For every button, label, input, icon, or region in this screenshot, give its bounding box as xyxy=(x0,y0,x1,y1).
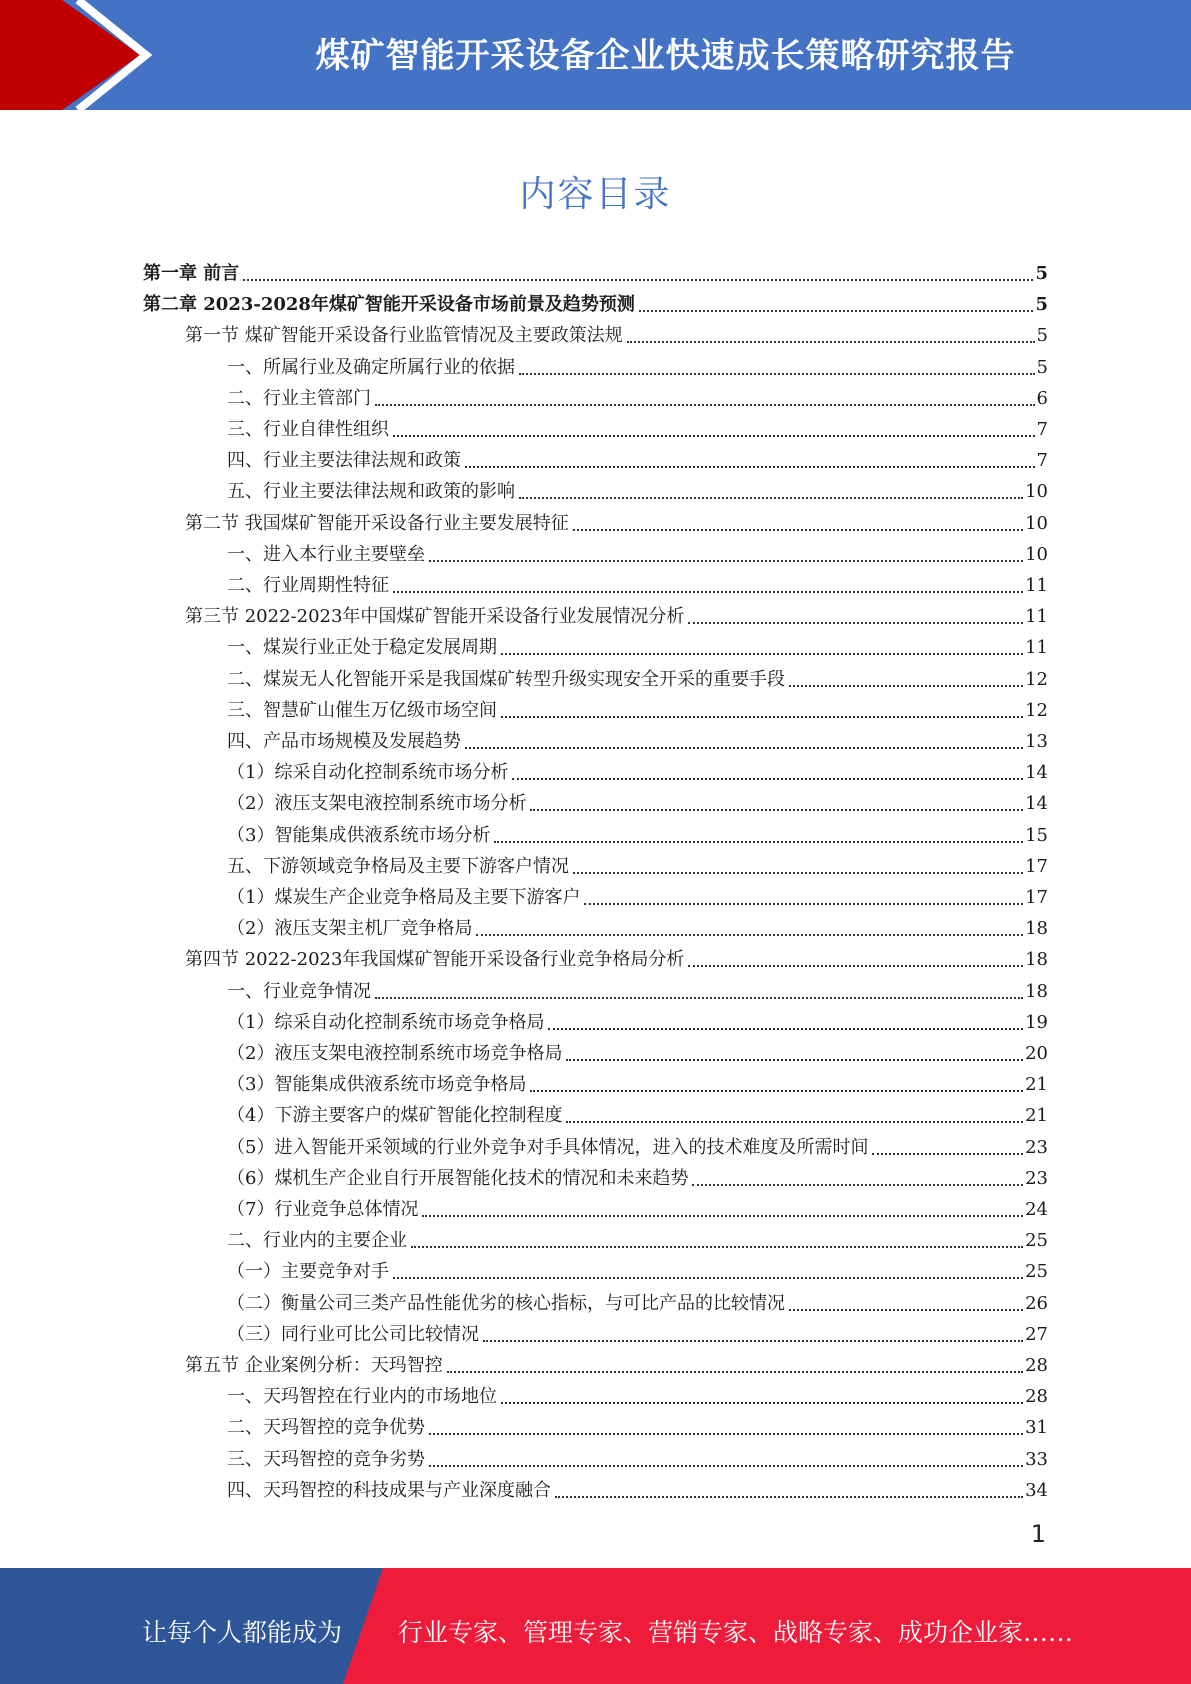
toc-dot-leader xyxy=(688,965,1023,967)
toc-entry[interactable] xyxy=(227,691,1048,722)
toc-entry-label: 一、进入本行业主要壁垒 xyxy=(227,543,425,565)
toc-dot-leader xyxy=(512,778,1023,780)
toc-dot-leader xyxy=(429,1465,1023,1467)
toc-entry-page: 31 xyxy=(1025,1417,1048,1439)
toc-entry[interactable] xyxy=(227,535,1048,566)
toc-dot-leader xyxy=(393,435,1035,437)
toc-entry[interactable] xyxy=(227,660,1048,691)
toc-entry-label: （3）智能集成供液系统市场分析 xyxy=(227,824,491,846)
toc-entry[interactable] xyxy=(227,1284,1048,1315)
toc-entry-page: 21 xyxy=(1025,1074,1048,1096)
toc-entry-label: 二、煤炭无人化智能开采是我国煤矿转型升级实现安全开采的重要手段 xyxy=(227,668,785,690)
toc-entry-label: 第五节 企业案例分析：天玛智控 xyxy=(185,1355,443,1376)
toc-entry-label: 第一节 煤矿智能开采设备行业监管情况及主要政策法规 xyxy=(185,325,623,347)
header-red-arrow xyxy=(0,0,140,110)
toc-dot-leader xyxy=(494,841,1023,843)
toc-entry[interactable] xyxy=(185,504,1048,535)
toc-entry-page: 10 xyxy=(1025,481,1048,503)
toc-dot-leader xyxy=(483,1340,1023,1342)
toc-entry-label: 一、天玛智控在行业内的市场地位 xyxy=(227,1386,497,1408)
toc-entry[interactable] xyxy=(227,753,1048,784)
toc-entry[interactable] xyxy=(227,441,1048,472)
toc-dot-leader xyxy=(501,716,1023,718)
toc-entry[interactable] xyxy=(227,784,1048,815)
toc-entry-page: 24 xyxy=(1025,1199,1048,1220)
footer-left-text: 让每个人都能成为 xyxy=(142,1618,343,1647)
toc-entry-page: 13 xyxy=(1025,731,1048,752)
toc-entry[interactable] xyxy=(227,628,1048,659)
toc-entry-label: 三、智慧矿山催生万亿级市场空间 xyxy=(227,699,497,721)
toc-entry[interactable] xyxy=(185,1346,1048,1377)
toc-entry-label: 五、下游领域竞争格局及主要下游客户情况 xyxy=(227,855,569,877)
toc-dot-leader xyxy=(573,872,1023,874)
toc-dot-leader xyxy=(566,1121,1023,1123)
toc-entry-page: 5 xyxy=(1035,294,1048,316)
toc-dot-leader xyxy=(530,1090,1023,1092)
toc-entry[interactable] xyxy=(227,1034,1048,1065)
toc-entry[interactable] xyxy=(227,1440,1048,1471)
toc-entry[interactable] xyxy=(227,1096,1048,1127)
toc-dot-leader xyxy=(573,529,1023,531)
toc-entry[interactable] xyxy=(185,940,1048,971)
toc-entry-label: （一）主要竞争对手 xyxy=(227,1261,389,1283)
toc-dot-leader xyxy=(501,653,1023,655)
toc-entry[interactable] xyxy=(227,816,1048,847)
toc-entry-page: 11 xyxy=(1025,606,1048,628)
toc-entry-page: 14 xyxy=(1025,793,1048,815)
toc-entry-label: （5）进入智能开采领域的行业外竞争对手具体情况，进入的技术难度及所需时间 xyxy=(227,1136,869,1158)
toc-dot-leader xyxy=(692,1184,1023,1186)
toc-entry-page: 10 xyxy=(1025,512,1048,534)
toc-entry-page: 12 xyxy=(1025,699,1048,721)
footer-right-text: 行业专家、管理专家、营销专家、战略专家、成功企业家…… xyxy=(398,1618,1074,1647)
toc-entry-page: 18 xyxy=(1025,949,1048,971)
toc-entry[interactable] xyxy=(227,1065,1048,1096)
toc-entry[interactable] xyxy=(227,847,1048,878)
toc-entry[interactable] xyxy=(143,285,1048,316)
toc-entry-label: 四、行业主要法律法规和政策 xyxy=(227,450,461,472)
toc-entry-page: 28 xyxy=(1025,1355,1048,1376)
toc-entry-label: （三）同行业可比公司比较情况 xyxy=(227,1323,479,1345)
toc-entry[interactable] xyxy=(185,316,1048,347)
toc-entry[interactable] xyxy=(185,597,1048,628)
toc-entry[interactable] xyxy=(227,472,1048,503)
toc-entry-label: （3）智能集成供液系统市场竞争格局 xyxy=(227,1074,527,1096)
toc-dot-leader xyxy=(411,1246,1023,1248)
report-title: 煤矿智能开采设备企业快速成长策略研究报告 xyxy=(315,36,1016,76)
toc-dot-leader xyxy=(530,809,1023,811)
toc-entry-label: （二）衡量公司三类产品性能优劣的核心指标，与可比产品的比较情况 xyxy=(227,1292,785,1314)
toc-entry-page: 25 xyxy=(1025,1261,1048,1283)
toc-dot-leader xyxy=(447,1371,1023,1373)
toc-entry-page: 6 xyxy=(1036,387,1048,409)
toc-entry-label: 四、天玛智控的科技成果与产业深度融合 xyxy=(227,1479,551,1501)
toc-entry-page: 5 xyxy=(1036,325,1048,347)
toc-entry[interactable] xyxy=(227,1190,1048,1221)
toc-entry-page: 26 xyxy=(1025,1292,1048,1314)
toc-entry-label: 一、行业竞争情况 xyxy=(227,980,371,1002)
toc-entry-label: 二、天玛智控的竞争优势 xyxy=(227,1417,425,1439)
toc-entry-page: 28 xyxy=(1025,1386,1048,1408)
toc-entry-label: 第四节 2022-2023年我国煤矿智能开采设备行业竞争格局分析 xyxy=(185,949,685,971)
toc-entry[interactable] xyxy=(227,410,1048,441)
toc-dot-leader xyxy=(789,685,1023,687)
toc-entry[interactable] xyxy=(227,1408,1048,1439)
toc-entry-page: 11 xyxy=(1025,637,1048,659)
toc-dot-leader xyxy=(429,1433,1023,1435)
toc-entry-page: 17 xyxy=(1025,855,1048,877)
toc-entry[interactable] xyxy=(143,254,1048,285)
toc-dot-leader xyxy=(639,310,1034,312)
toc-entry-page: 18 xyxy=(1025,980,1048,1002)
toc-dot-leader xyxy=(375,404,1035,406)
toc-dot-leader xyxy=(688,622,1023,624)
toc-dot-leader xyxy=(375,997,1023,999)
toc-entry-label: （6）煤机生产企业自行开展智能化技术的情况和未来趋势 xyxy=(227,1167,689,1189)
toc-entry-page: 7 xyxy=(1036,419,1048,440)
toc-entry-label: （1）综采自动化控制系统市场分析 xyxy=(227,762,509,784)
toc-entry[interactable] xyxy=(227,566,1048,597)
toc-dot-leader xyxy=(548,1028,1023,1030)
toc-entry-page: 23 xyxy=(1025,1136,1048,1158)
toc-entry-page: 20 xyxy=(1025,1043,1048,1064)
toc-dot-leader xyxy=(501,1402,1023,1404)
toc-entry-page: 11 xyxy=(1025,575,1048,596)
toc-dot-leader xyxy=(555,1496,1023,1498)
toc-entry-label: 二、行业内的主要企业 xyxy=(227,1230,407,1252)
toc-entry[interactable] xyxy=(227,1315,1048,1346)
toc-entry-label: 一、所属行业及确定所属行业的依据 xyxy=(227,356,515,378)
toc-entry-label: 第三节 2022-2023年中国煤矿智能开采设备行业发展情况分析 xyxy=(185,606,685,628)
toc-entry-label: 五、行业主要法律法规和政策的影响 xyxy=(227,481,515,503)
toc-entry-page: 21 xyxy=(1025,1105,1048,1127)
toc-entry-label: 三、天玛智控的竞争劣势 xyxy=(227,1448,425,1470)
toc-entry-label: （1）煤炭生产企业竞争格局及主要下游客户 xyxy=(227,887,581,908)
toc-entry[interactable] xyxy=(227,1221,1048,1252)
toc-entry-page: 18 xyxy=(1025,918,1048,940)
toc-entry[interactable] xyxy=(227,972,1048,1003)
toc-entry-label: 四、产品市场规模及发展趋势 xyxy=(227,731,461,752)
toc-entry-label: 第一章 前言 xyxy=(143,263,240,284)
toc-entry-page: 33 xyxy=(1025,1448,1048,1470)
toc-heading: 内容目录 xyxy=(519,174,672,215)
toc-entry-label: （2）液压支架电液控制系统市场竞争格局 xyxy=(227,1043,563,1064)
toc-entry-page: 12 xyxy=(1025,668,1048,690)
toc-entry-page: 23 xyxy=(1025,1167,1048,1189)
toc-entry[interactable] xyxy=(227,1003,1048,1034)
toc-dot-leader xyxy=(465,466,1035,468)
toc-dot-leader xyxy=(584,903,1023,905)
toc-dot-leader xyxy=(519,373,1035,375)
footer-bar xyxy=(0,1568,1191,1684)
toc-entry[interactable] xyxy=(227,1128,1048,1159)
toc-dot-leader xyxy=(627,341,1035,343)
toc-entry-page: 5 xyxy=(1036,356,1048,378)
toc-entry-page: 34 xyxy=(1025,1479,1048,1501)
toc-entry[interactable] xyxy=(227,878,1048,909)
toc-dot-leader xyxy=(872,1153,1023,1155)
header-bar xyxy=(0,0,1191,110)
toc-entry-page: 15 xyxy=(1025,824,1048,846)
toc-entry-page: 19 xyxy=(1025,1011,1048,1033)
toc-dot-leader xyxy=(476,934,1023,936)
toc-entry-page: 27 xyxy=(1025,1323,1048,1345)
toc-dot-leader xyxy=(243,279,1033,281)
toc-dot-leader xyxy=(393,591,1023,593)
toc-entry-page: 10 xyxy=(1025,543,1048,565)
toc-dot-leader xyxy=(422,1215,1023,1217)
toc-entry-label: （4）下游主要客户的煤矿智能化控制程度 xyxy=(227,1105,563,1127)
toc-entry-page: 5 xyxy=(1035,263,1048,284)
toc-entry-page: 14 xyxy=(1025,762,1048,784)
toc-entry[interactable] xyxy=(227,348,1048,379)
toc-dot-leader xyxy=(465,747,1023,749)
toc-entry-label: （2）液压支架主机厂竞争格局 xyxy=(227,918,473,940)
toc-entry[interactable] xyxy=(227,722,1048,753)
toc-entry-label: （7）行业竞争总体情况 xyxy=(227,1199,419,1220)
toc-entry-page: 25 xyxy=(1025,1230,1048,1252)
toc-entry-label: 二、行业周期性特征 xyxy=(227,575,389,596)
toc-entry[interactable] xyxy=(227,909,1048,940)
toc-entry-label: 第二节 我国煤矿智能开采设备行业主要发展特征 xyxy=(185,512,569,534)
toc-entry-label: 一、煤炭行业正处于稳定发展周期 xyxy=(227,637,497,659)
toc-entry-page: 17 xyxy=(1025,887,1048,908)
toc-entry-label: （1）综采自动化控制系统市场竞争格局 xyxy=(227,1011,545,1033)
toc-entry[interactable] xyxy=(227,1377,1048,1408)
toc-entry[interactable] xyxy=(227,1159,1048,1190)
toc-entry[interactable] xyxy=(227,1471,1048,1502)
toc-entry-label: 第二章 2023-2028年煤矿智能开采设备市场前景及趋势预测 xyxy=(143,294,635,316)
toc-entry-label: 三、行业自律性组织 xyxy=(227,419,389,440)
toc-entry-label: （2）液压支架电液控制系统市场分析 xyxy=(227,793,527,815)
toc-entry[interactable] xyxy=(227,1252,1048,1283)
toc-dot-leader xyxy=(519,497,1023,499)
toc-dot-leader xyxy=(566,1059,1023,1061)
page-number: 1 xyxy=(1030,1520,1046,1548)
toc-dot-leader xyxy=(393,1277,1023,1279)
toc-entry[interactable] xyxy=(227,379,1048,410)
toc-dot-leader xyxy=(429,560,1023,562)
toc-entry-label: 二、行业主管部门 xyxy=(227,387,371,409)
toc-entry-page: 7 xyxy=(1036,450,1048,472)
toc-dot-leader xyxy=(789,1309,1023,1311)
